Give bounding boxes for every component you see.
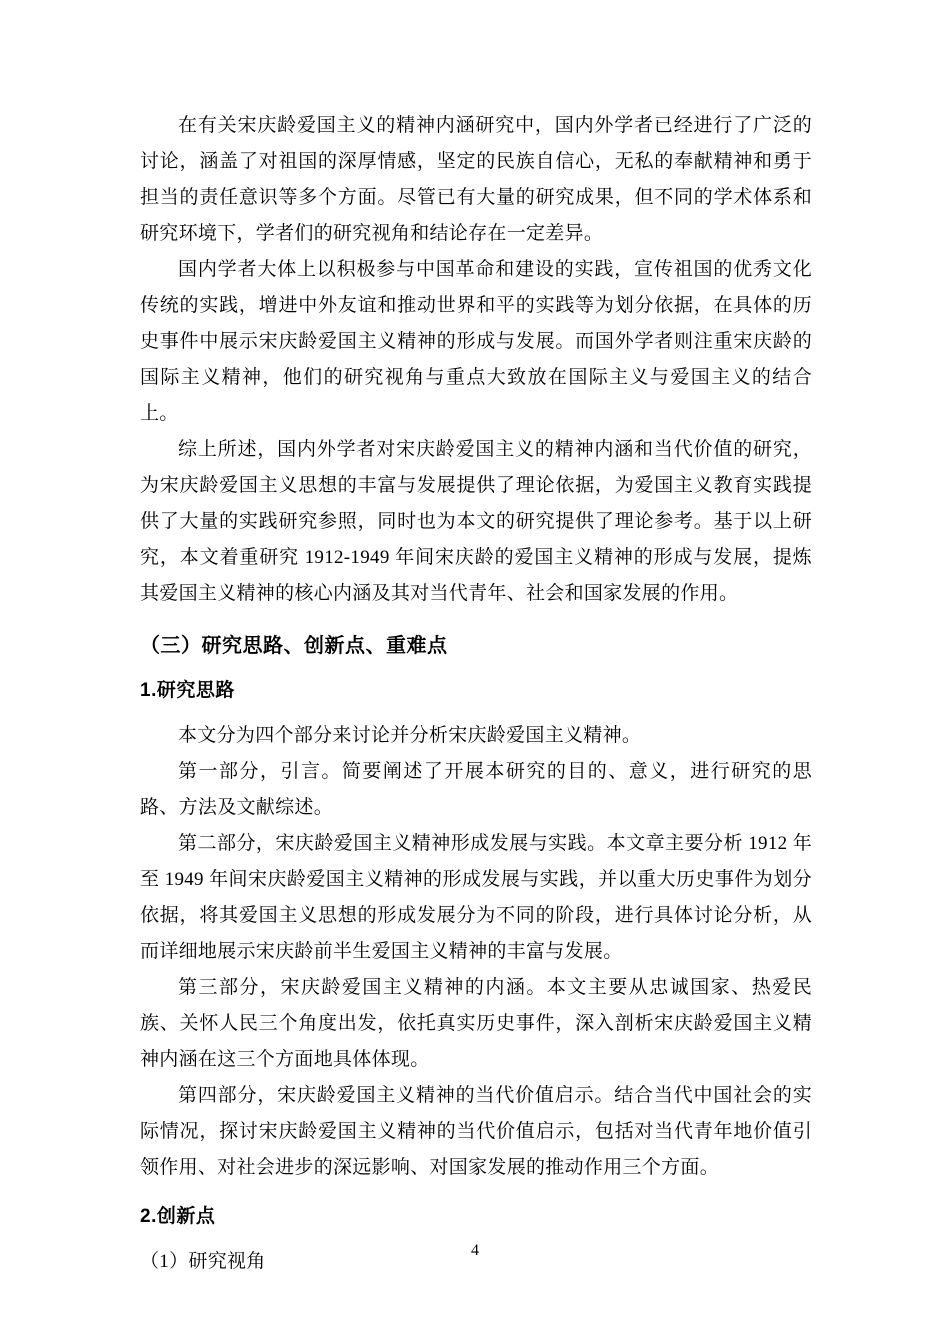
- subsection-heading-research-ideas: 1.研究思路: [140, 680, 235, 701]
- paragraph-literature-overview: 在有关宋庆龄爱国主义的精神内涵研究中，国内外学者已经进行了广泛的讨论，涵盖了对祖国的深厚情感，坚定的民族自信心，无私的奉献精神和勇于担当的责任意识等多个方面。尽管已有大量的研究成果，但不同的学术体系和研究环境下，学者们的研究视角和结论存在一定差异。: [140, 115, 812, 244]
- paragraph-four-parts-intro: 本文分为四个部分来讨论并分析宋庆龄爱国主义精神。: [178, 725, 642, 746]
- paragraph-part-four: 第四部分，宋庆龄爱国主义精神的当代价值启示。结合当代中国社会的实际情况，探讨宋庆龄爱国主义精神的当代价值启示，包括对当代青年地价值引领作用、对社会进步的深远影响、对国家发展的推动作用三个方面。: [140, 1085, 812, 1178]
- subsection-heading-innovation-points: 2.创新点: [140, 1206, 216, 1227]
- paragraph-part-three: 第三部分，宋庆龄爱国主义精神的内涵。本文主要从忠诚国家、热爱民族、关怀人民三个角度出发，依托真实历史事件，深入剖析宋庆龄爱国主义精神内涵在这三个方面地具体体现。: [140, 977, 812, 1070]
- paragraph-summary-of-research: 综上所述，国内外学者对宋庆龄爱国主义的精神内涵和当代价值的研究，为宋庆龄爱国主义思想的丰富与发展提供了理论依据，为爱国主义教育实践提供了大量的实践研究参照，同时也为本文的研究提供了理论参考。基于以上研究，本文着重研究 1912-1949 年间宋庆龄的爱国主义精神的形成与发展，提炼其爱国主义精神的核心内涵及其对当代青年、社会和国家发展的作用。: [140, 439, 812, 604]
- section-heading-research-approach: （三）研究思路、创新点、重难点: [140, 635, 448, 657]
- page-number: 4: [471, 1242, 479, 1259]
- paragraph-domestic-vs-foreign-scholars: 国内学者大体上以积极参与中国革命和建设的实践，宣传祖国的优秀文化传统的实践，增进中外友谊和推动世界和平的实践等为划分依据，在具体的历史事件中展示宋庆龄爱国主义精神的形成与发展。而国外学者则注重宋庆龄的国际主义精神，他们的研究视角与重点大致放在国际主义与爱国主义的结合上。: [140, 259, 812, 424]
- paragraph-part-two: 第二部分，宋庆龄爱国主义精神形成发展与实践。本文章主要分析 1912 年至 1949 年间宋庆龄爱国主义精神的形成发展与实践，并以重大历史事件为划分依据，将其爱国主义思想的形成发展分为不同的阶段，进行具体讨论分析，从而详细地展示宋庆龄前半生爱国主义精神的丰富与发展。: [140, 833, 812, 962]
- paragraph-part-one: 第一部分，引言。简要阐述了开展本研究的目的、意义，进行研究的思路、方法及文献综述。: [140, 761, 812, 818]
- list-item-research-perspective: （1）研究视角: [140, 1251, 266, 1272]
